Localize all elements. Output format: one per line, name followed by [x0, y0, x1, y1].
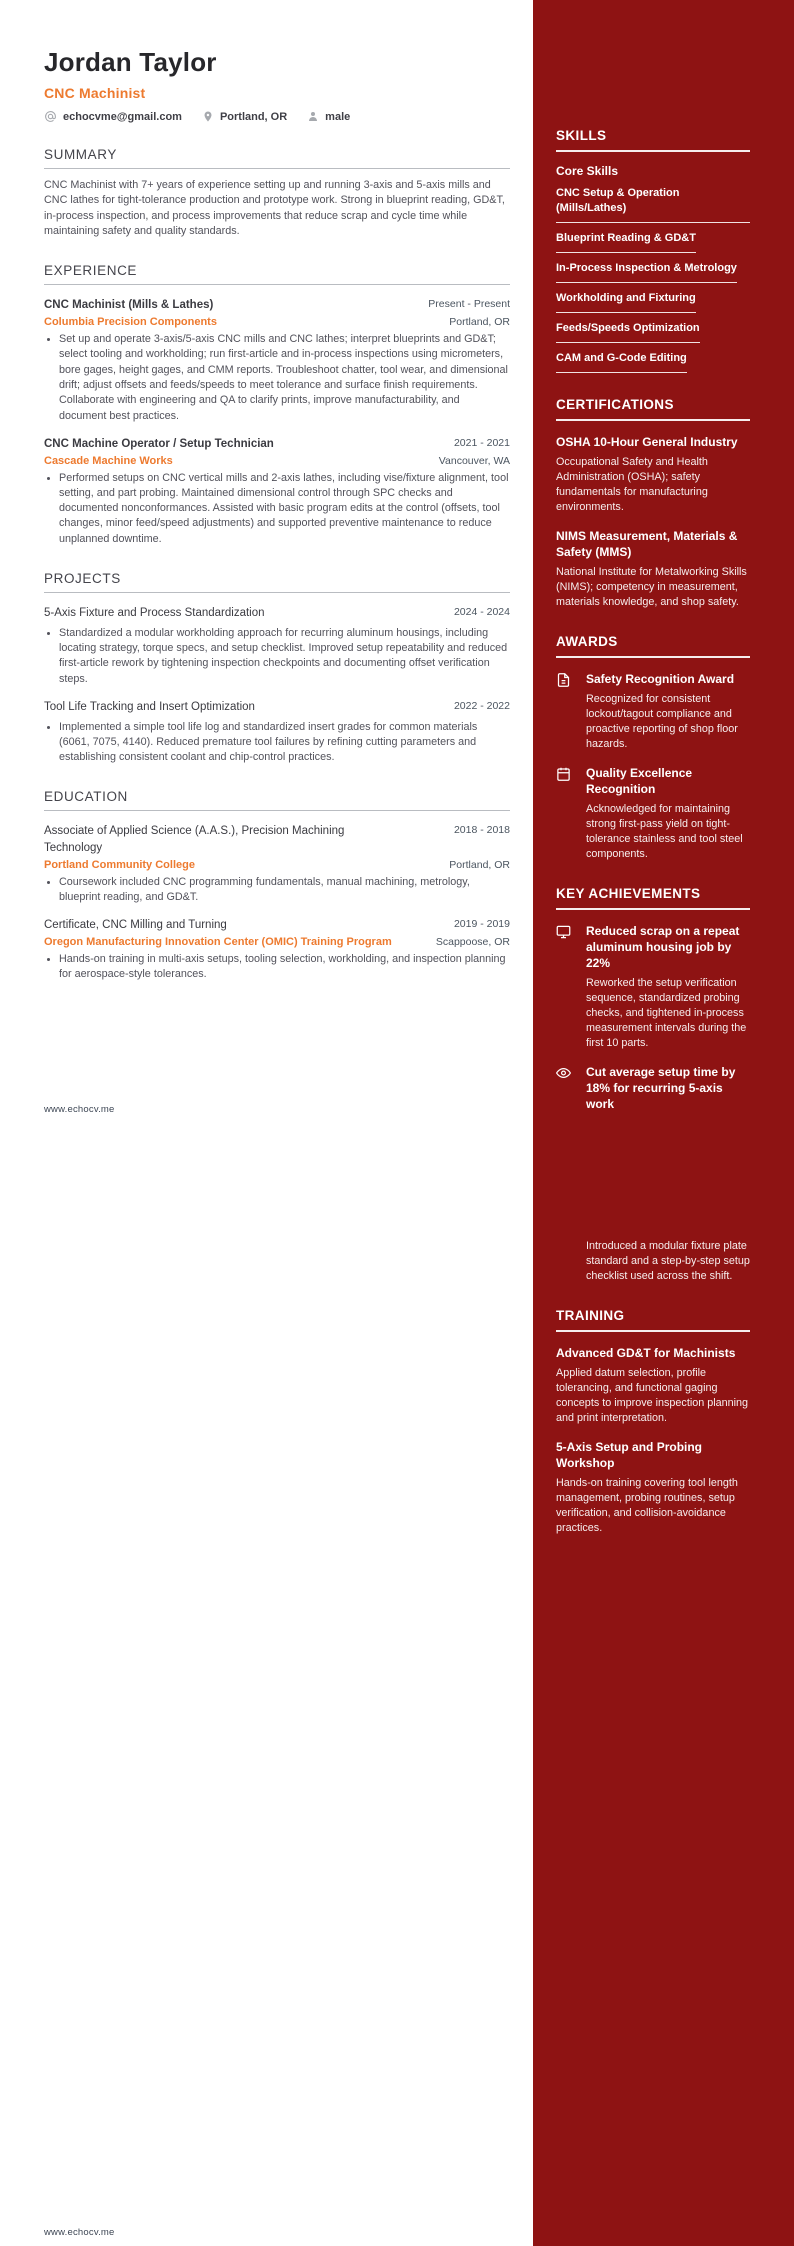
summary-text: CNC Machinist with 7+ years of experience setting up and running 3-axis and 5-axis mills and CNC lathes for tight-tolerance production and prototype work. Strong in blueprint reading, GD&T, in-process inspection, and process improvements that reduce scrap and cycle time while maintaining safety and quality standards. [44, 179, 505, 238]
at-icon [44, 110, 57, 123]
sidebar-section-certifications [556, 397, 750, 610]
job-location: Vancouver, WA [438, 454, 510, 467]
divider [44, 810, 510, 811]
project-dates: 2022 - 2022 [453, 699, 510, 712]
training-heading: TRAINING [556, 1308, 625, 1323]
job-dates: Present - Present [428, 298, 510, 311]
job-bullets [44, 332, 510, 424]
degree-title: Certificate, CNC Milling and Turning [44, 919, 227, 932]
monitor-icon [556, 923, 586, 1051]
education-bullets [44, 952, 510, 983]
sidebar-section-skills [556, 128, 750, 373]
skill-item: CAM and G-Code Editing [556, 351, 687, 373]
section-projects [44, 571, 510, 765]
education-bullets [44, 875, 510, 906]
section-education [44, 789, 510, 982]
bullet: • Hands-on training in multi-axis setups, tooling selection, workholding, and inspection planning for aerospace-style tolerances. [59, 952, 510, 983]
education-dates: 2019 - 2019 [453, 918, 510, 931]
project-title: Tool Life Tracking and Insert Optimization [44, 700, 255, 713]
page-break-gap [586, 1112, 750, 1234]
school-name: Portland Community College [44, 858, 195, 871]
skills-heading: SKILLS [556, 128, 607, 143]
summary-heading: SUMMARY [44, 147, 117, 163]
header [44, 47, 510, 123]
education-dates: 2018 - 2018 [453, 824, 510, 837]
project-bullets [44, 720, 510, 766]
key-achievement-item [556, 1064, 750, 1284]
job-dates: 2021 - 2021 [453, 436, 510, 449]
contact-email [44, 110, 182, 123]
key-achievement-description: Reworked the setup verification sequence, standardized probing checks, and tightened in-process measurement intervals during the first 10 parts. [586, 977, 747, 1049]
page-title: Jordan Taylor [44, 47, 217, 77]
location-icon [202, 110, 214, 123]
awards-heading: AWARDS [556, 634, 618, 649]
file-text-icon [556, 671, 586, 752]
certification-title: OSHA 10-Hour General Industry [556, 435, 738, 449]
key-achievement-item [556, 923, 750, 1051]
key-achievement-description: Introduced a modular fixture plate standard and a step-by-step setup checklist used across the shift. [586, 1240, 750, 1282]
job-title: CNC Machine Operator / Setup Technician [44, 437, 274, 450]
contact-gender [307, 110, 350, 123]
calendar-icon [556, 765, 586, 862]
education-heading: EDUCATION [44, 789, 128, 805]
role-title: CNC Machinist [44, 85, 146, 102]
bullet: • Performed setups on CNC vertical mills and 2-axis lathes, including vise/fixture alignment, tool setting, and part probing. Maintained dimensional control through SPC checks and documented nonconformances. Assisted with basic program edits at the control (offsets, tool changes, minor feed/speed adjustments) and supported preventive maintenance to reduce unplanned downtime. [59, 471, 510, 547]
certification-item [556, 434, 750, 515]
degree-title: Associate of Applied Science (A.A.S.), Precision Machining Technology [44, 825, 345, 855]
sidebar [533, 0, 794, 2246]
section-summary [44, 147, 510, 239]
sidebar-section-key-achievements [556, 886, 750, 1284]
contact-gender-text: male [325, 110, 351, 123]
training-description: Hands-on training covering tool length management, probing routines, setup verification, and collision-avoidance practices. [556, 1477, 738, 1534]
divider [44, 284, 510, 285]
skill-item: Workholding and Fixturing [556, 291, 696, 313]
education-entry [44, 823, 510, 905]
sidebar-section-awards [556, 634, 750, 862]
footer-url: www.echocv.me [44, 2227, 115, 2238]
section-experience [44, 263, 510, 547]
bullet: • Set up and operate 3-axis/5-axis CNC mills and CNC lathes; interpret blueprints and GD&T; select tooling and workholding; run first-article and in-process inspections using micrometers, bore gages, height gages, and CMM reports. Troubleshoot chatter, tool wear, and dimensional drift; adjust offsets and feeds/speeds to meet tolerance and surface finish requirements. Collaborate with engineering and QA to clarify prints, improve manufacturability, and document best practices. [59, 332, 510, 424]
skills-group-label: Core Skills [556, 164, 619, 178]
skill-item: In-Process Inspection & Metrology [556, 261, 737, 283]
divider [556, 1330, 750, 1332]
award-description: Acknowledged for maintaining strong first-pass yield on tight-tolerance stainless and tool steel components. [586, 803, 743, 860]
award-description: Recognized for consistent lockout/tagout compliance and proactive reporting of shop floor hazards. [586, 693, 738, 750]
training-title: Advanced GD&T for Machinists [556, 1346, 736, 1360]
certification-title: NIMS Measurement, Materials & Safety (MMS) [556, 529, 738, 559]
contact-location-text: Portland, OR [219, 110, 288, 123]
certification-description: Occupational Safety and Health Administration (OSHA); safety fundamentals for manufacturing environments. [556, 456, 708, 513]
project-entry [44, 605, 510, 687]
skill-item: Feeds/Speeds Optimization [556, 321, 700, 343]
job-company: Columbia Precision Components [44, 316, 217, 329]
school-location: Portland, OR [449, 858, 510, 871]
training-item [556, 1439, 750, 1536]
certifications-heading: CERTIFICATIONS [556, 397, 674, 412]
school-location: Scappoose, OR [435, 936, 510, 949]
experience-heading: EXPERIENCE [44, 263, 138, 279]
bullet: • Coursework included CNC programming fundamentals, manual machining, metrology, blueprint reading, and GD&T. [59, 875, 510, 906]
skill-item: Blueprint Reading & GD&T [556, 231, 696, 253]
eye-icon [556, 1064, 586, 1284]
divider [556, 908, 750, 910]
divider [44, 592, 510, 593]
sidebar-section-training [556, 1308, 750, 1536]
job-bullets [44, 471, 510, 547]
project-title: 5-Axis Fixture and Process Standardization [44, 606, 265, 619]
projects-heading: PROJECTS [44, 570, 121, 586]
footer-url: www.echocv.me [44, 1104, 115, 1115]
bullet: • Standardized a modular workholding approach for recurring aluminum housings, including locating strategy, torque specs, and setup checklist. Improved setup repeatability and reduced first-article rework by tightening inspection checkpoints and documenting offset verification steps. [59, 626, 510, 687]
training-title: 5-Axis Setup and Probing Workshop [556, 1440, 703, 1470]
training-item [556, 1345, 750, 1426]
divider [556, 656, 750, 658]
experience-entry [44, 297, 510, 423]
school-name: Oregon Manufacturing Innovation Center (OMIC) Training Program [44, 936, 392, 949]
certification-item [556, 528, 750, 610]
job-title: CNC Machinist (Mills & Lathes) [44, 299, 214, 312]
award-item [556, 765, 750, 862]
training-description: Applied datum selection, profile tolerancing, and functional gaging concepts to improve inspection planning and print interpretation. [556, 1367, 749, 1424]
job-company: Cascade Machine Works [44, 454, 173, 467]
education-entry [44, 917, 510, 982]
job-location: Portland, OR [449, 316, 510, 329]
divider [556, 150, 750, 152]
key-achievements-heading: KEY ACHIEVEMENTS [556, 886, 701, 901]
project-dates: 2024 - 2024 [453, 605, 510, 618]
key-achievement-title: Cut average setup time by 18% for recurring 5-axis work [586, 1065, 736, 1111]
certification-description: National Institute for Metalworking Skills (NIMS); competency in measurement, materials knowledge, and shop safety. [556, 566, 747, 608]
contact-row [44, 110, 510, 123]
key-achievement-title: Reduced scrap on a repeat aluminum housing job by 22% [586, 924, 740, 970]
project-bullets [44, 626, 510, 687]
divider [44, 168, 510, 169]
person-icon [307, 110, 319, 123]
bullet: • Implemented a simple tool life log and standardized insert grades for common materials (6061, 7075, 4140). Reduced premature tool failures by refining cutting parameters and establishing consistent coolant and chip-control practices. [59, 720, 510, 766]
skill-item: CNC Setup & Operation (Mills/Lathes) [556, 186, 750, 223]
contact-location [202, 110, 287, 123]
divider [556, 419, 750, 421]
award-title: Safety Recognition Award [586, 672, 735, 686]
contact-email-text: echocvme@gmail.com [63, 110, 182, 123]
award-item [556, 671, 750, 752]
experience-entry [44, 436, 510, 547]
award-title: Quality Excellence Recognition [586, 766, 693, 796]
project-entry [44, 699, 510, 766]
